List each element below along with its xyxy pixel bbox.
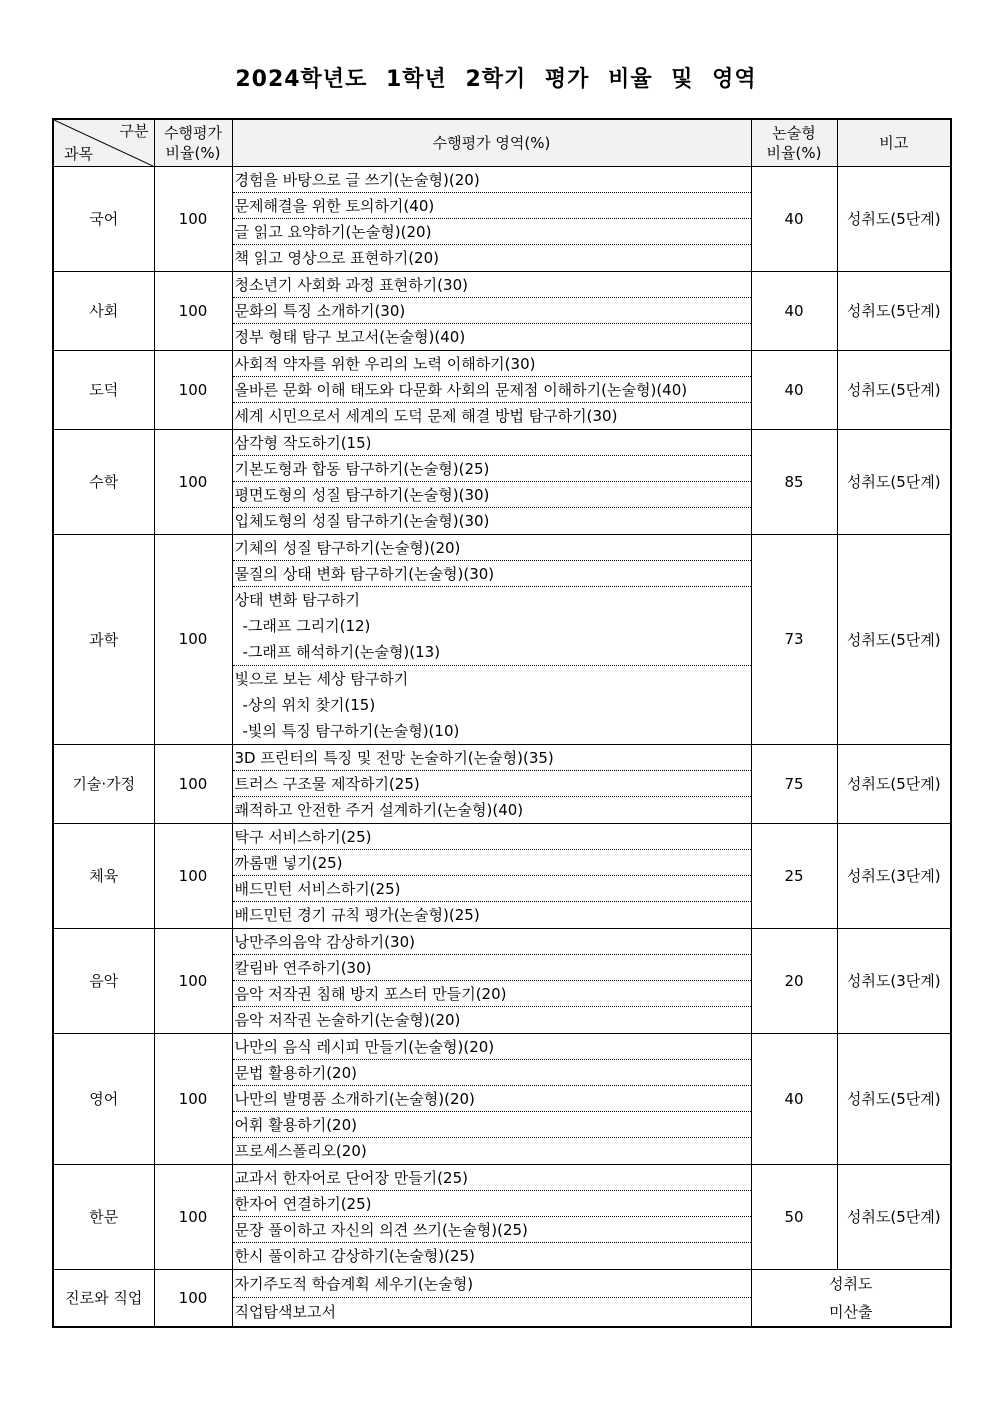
note: 성취도(3단계)	[837, 928, 951, 1033]
area-text: 글 읽고 요약하기(논술형)(20)	[234, 222, 432, 241]
subject-name: 체육	[53, 823, 154, 928]
area-text: 상태 변화 탐구하기	[234, 590, 360, 609]
area-item	[233, 981, 751, 1007]
essay-ratio: 85	[751, 429, 837, 534]
subject-name: 기술·가정	[53, 744, 154, 823]
area-text: 물질의 상태 변화 탐구하기(논술형)(30)	[234, 564, 495, 583]
area-item	[233, 1007, 751, 1033]
performance-areas	[232, 534, 751, 744]
performance-ratio: 100	[154, 429, 232, 534]
note: 성취도(3단계)	[837, 823, 951, 928]
header-note: 비고	[837, 119, 951, 166]
area-text: 빛으로 보는 세상 탐구하기	[234, 669, 409, 688]
subject-row	[53, 350, 951, 429]
area-list	[233, 824, 751, 928]
area-text: 교과서 한자어로 단어장 만들기(25)	[234, 1168, 468, 1187]
essay-ratio: 40	[751, 166, 837, 271]
performance-areas	[232, 429, 751, 534]
performance-ratio: 100	[154, 271, 232, 350]
area-item	[233, 1270, 751, 1298]
note-line-2: 미산출	[829, 1302, 873, 1321]
note-line-1: 성취도	[829, 1274, 873, 1293]
note: 성취도(5단계)	[837, 744, 951, 823]
area-text: 문장 풀이하고 자신의 의견 쓰기(논술형)(25)	[234, 1220, 528, 1239]
area-item	[233, 1165, 751, 1191]
subject-name: 수학	[53, 429, 154, 534]
area-text: 나만의 음식 레시피 만들기(논술형)(20)	[234, 1037, 495, 1056]
area-item	[233, 430, 751, 456]
subject-name: 도덕	[53, 350, 154, 429]
area-item	[233, 245, 751, 271]
performance-areas	[232, 271, 751, 350]
area-list	[233, 745, 751, 823]
header-essay-ratio: 논술형 비율(%)	[751, 119, 837, 166]
performance-areas	[232, 1164, 751, 1269]
area-item	[233, 666, 751, 744]
note: 성취도(5단계)	[837, 1033, 951, 1164]
area-sub-item: -그래프 해석하기(논술형)(13)	[242, 642, 441, 661]
area-text: 기본도형과 합동 탐구하기(논술형)(25)	[234, 459, 490, 478]
area-item	[233, 272, 751, 298]
area-text: 직업탐색보고서	[234, 1302, 336, 1321]
area-text: 낭만주의음악 감상하기(30)	[234, 932, 415, 951]
note: 성취도(5단계)	[837, 534, 951, 744]
area-text: 경험을 바탕으로 글 쓰기(논술형)(20)	[234, 170, 480, 189]
performance-ratio: 100	[154, 744, 232, 823]
performance-ratio: 100	[154, 350, 232, 429]
performance-areas	[232, 166, 751, 271]
subject-name: 과학	[53, 534, 154, 744]
area-list	[233, 272, 751, 350]
area-text: 칼림바 연주하기(30)	[234, 958, 372, 977]
area-text: 3D 프린터의 특징 및 전망 논술하기(논술형)(35)	[234, 748, 554, 767]
subject-name: 국어	[53, 166, 154, 271]
area-sub-item: -상의 위치 찾기(15)	[242, 695, 376, 714]
subject-row	[53, 1164, 951, 1269]
header-ratio: 수행평가 비율(%)	[154, 119, 232, 166]
area-text: 자기주도적 학습계획 세우기(논술형)	[234, 1274, 474, 1293]
area-text: 음악 저작권 침해 방지 포스터 만들기(20)	[234, 984, 507, 1003]
essay-ratio: 73	[751, 534, 837, 744]
area-item	[233, 482, 751, 508]
area-item	[233, 561, 751, 587]
area-text: 사회적 약자를 위한 우리의 노력 이해하기(30)	[234, 354, 536, 373]
performance-areas	[232, 1269, 751, 1327]
area-text: 한자어 연결하기(25)	[234, 1194, 372, 1213]
performance-areas	[232, 928, 751, 1033]
performance-ratio: 100	[154, 823, 232, 928]
subject-row	[53, 744, 951, 823]
area-text: 문법 활용하기(20)	[234, 1063, 357, 1082]
area-item	[233, 1191, 751, 1217]
subject-name: 사회	[53, 271, 154, 350]
area-item	[233, 929, 751, 955]
header-areas: 수행평가 영역(%)	[232, 119, 751, 166]
area-item	[233, 850, 751, 876]
area-item	[233, 167, 751, 193]
area-item	[233, 1217, 751, 1243]
area-list	[233, 1034, 751, 1164]
corner-label-subject: 과목	[64, 144, 93, 163]
area-item	[233, 219, 751, 245]
area-item	[233, 1086, 751, 1112]
area-text: 평면도형의 성질 탐구하기(논술형)(30)	[234, 485, 490, 504]
area-sub-item: -그래프 그리기(12)	[242, 616, 371, 635]
area-item	[233, 824, 751, 850]
area-item	[233, 876, 751, 902]
subject-row-career	[53, 1269, 951, 1327]
area-text: 기체의 성질 탐구하기(논술형)(20)	[234, 538, 461, 557]
area-item	[233, 193, 751, 219]
essay-ratio: 20	[751, 928, 837, 1033]
note: 성취도(5단계)	[837, 429, 951, 534]
table-body	[53, 166, 951, 1327]
area-item	[233, 1112, 751, 1138]
area-list	[233, 929, 751, 1033]
area-item	[233, 771, 751, 797]
performance-ratio: 100	[154, 166, 232, 271]
area-text: 문제해결을 위한 토의하기(40)	[234, 196, 435, 215]
performance-ratio: 100	[154, 1164, 232, 1269]
subject-row	[53, 1033, 951, 1164]
page-title: 2024학년도 1학년 2학기 평가 비율 및 영역	[235, 67, 757, 92]
area-text: 음악 저작권 논술하기(논술형)(20)	[234, 1010, 461, 1029]
area-text: 프로세스폴리오(20)	[234, 1141, 367, 1160]
performance-ratio: 100	[154, 1033, 232, 1164]
area-item	[233, 508, 751, 534]
essay-ratio: 25	[751, 823, 837, 928]
note: 성취도(5단계)	[837, 350, 951, 429]
area-text: 책 읽고 영상으로 표현하기(20)	[234, 248, 439, 267]
area-text: 나만의 발명품 소개하기(논술형)(20)	[234, 1089, 475, 1108]
essay-ratio: 50	[751, 1164, 837, 1269]
note: 성취도(5단계)	[837, 271, 951, 350]
performance-areas	[232, 1033, 751, 1164]
corner-label-category: 구분	[119, 122, 149, 140]
note: 성취도(5단계)	[837, 166, 951, 271]
area-text: 한시 풀이하고 감상하기(논술형)(25)	[234, 1246, 475, 1265]
area-text: 배드민턴 서비스하기(25)	[234, 879, 401, 898]
area-text: 어휘 활용하기(20)	[234, 1115, 357, 1134]
area-text: 탁구 서비스하기(25)	[234, 827, 372, 846]
essay-ratio: 40	[751, 271, 837, 350]
area-text: 트러스 구조물 제작하기(25)	[234, 774, 420, 793]
area-list	[233, 430, 751, 534]
subject-row	[53, 166, 951, 271]
performance-ratio: 100	[154, 1269, 232, 1327]
area-text: 배드민턴 경기 규칙 평가(논술형)(25)	[234, 905, 480, 924]
area-text: 올바른 문화 이해 태도와 다문화 사회의 문제점 이해하기(논술형)(40)	[234, 380, 688, 399]
subject-name: 음악	[53, 928, 154, 1033]
area-item	[233, 377, 751, 403]
subject-row	[53, 429, 951, 534]
area-list	[233, 1165, 751, 1269]
note: 성취도(5단계)	[837, 1164, 951, 1269]
essay-ratio: 75	[751, 744, 837, 823]
performance-areas	[232, 350, 751, 429]
essay-ratio: 40	[751, 1033, 837, 1164]
subject-name: 영어	[53, 1033, 154, 1164]
performance-ratio: 100	[154, 928, 232, 1033]
area-item	[233, 1034, 751, 1060]
subject-row	[53, 534, 951, 744]
performance-areas	[232, 823, 751, 928]
area-text: 까롬맨 넣기(25)	[234, 853, 343, 872]
evaluation-table	[52, 118, 952, 1328]
area-list	[233, 167, 751, 271]
subject-row	[53, 823, 951, 928]
area-item	[233, 587, 751, 666]
area-item	[233, 456, 751, 482]
subject-row	[53, 271, 951, 350]
area-text: 청소년기 사회화 과정 표현하기(30)	[234, 275, 468, 294]
area-text: 정부 형태 탐구 보고서(논술형)(40)	[234, 327, 466, 346]
area-sub-item: -빛의 특징 탐구하기(논술형)(10)	[242, 721, 460, 740]
performance-ratio: 100	[154, 534, 232, 744]
area-item	[233, 955, 751, 981]
area-item	[233, 403, 751, 429]
performance-areas	[232, 744, 751, 823]
area-item	[233, 1243, 751, 1269]
area-text: 문화의 특징 소개하기(30)	[234, 301, 406, 320]
area-item	[233, 745, 751, 771]
area-item	[233, 1298, 751, 1326]
area-text: 삼각형 작도하기(15)	[234, 433, 372, 452]
area-item	[233, 535, 751, 561]
area-item	[233, 902, 751, 928]
essay-ratio: 40	[751, 350, 837, 429]
area-item	[233, 797, 751, 823]
subject-name: 한문	[53, 1164, 154, 1269]
subject-name: 진로와 직업	[53, 1269, 154, 1327]
area-list	[233, 535, 751, 744]
area-list	[233, 351, 751, 429]
subject-row	[53, 928, 951, 1033]
area-item	[233, 351, 751, 377]
area-text: 쾌적하고 안전한 주거 설계하기(논술형)(40)	[234, 800, 524, 819]
area-item	[233, 1138, 751, 1164]
area-item	[233, 298, 751, 324]
area-list	[233, 1270, 751, 1326]
header-row	[53, 119, 951, 166]
area-item	[233, 324, 751, 350]
area-text: 입체도형의 성질 탐구하기(논술형)(30)	[234, 511, 490, 530]
corner-header-cell	[53, 119, 154, 166]
career-note	[751, 1269, 951, 1327]
area-item	[233, 1060, 751, 1086]
area-text: 세계 시민으로서 세계의 도덕 문제 해결 방법 탐구하기(30)	[234, 406, 618, 425]
